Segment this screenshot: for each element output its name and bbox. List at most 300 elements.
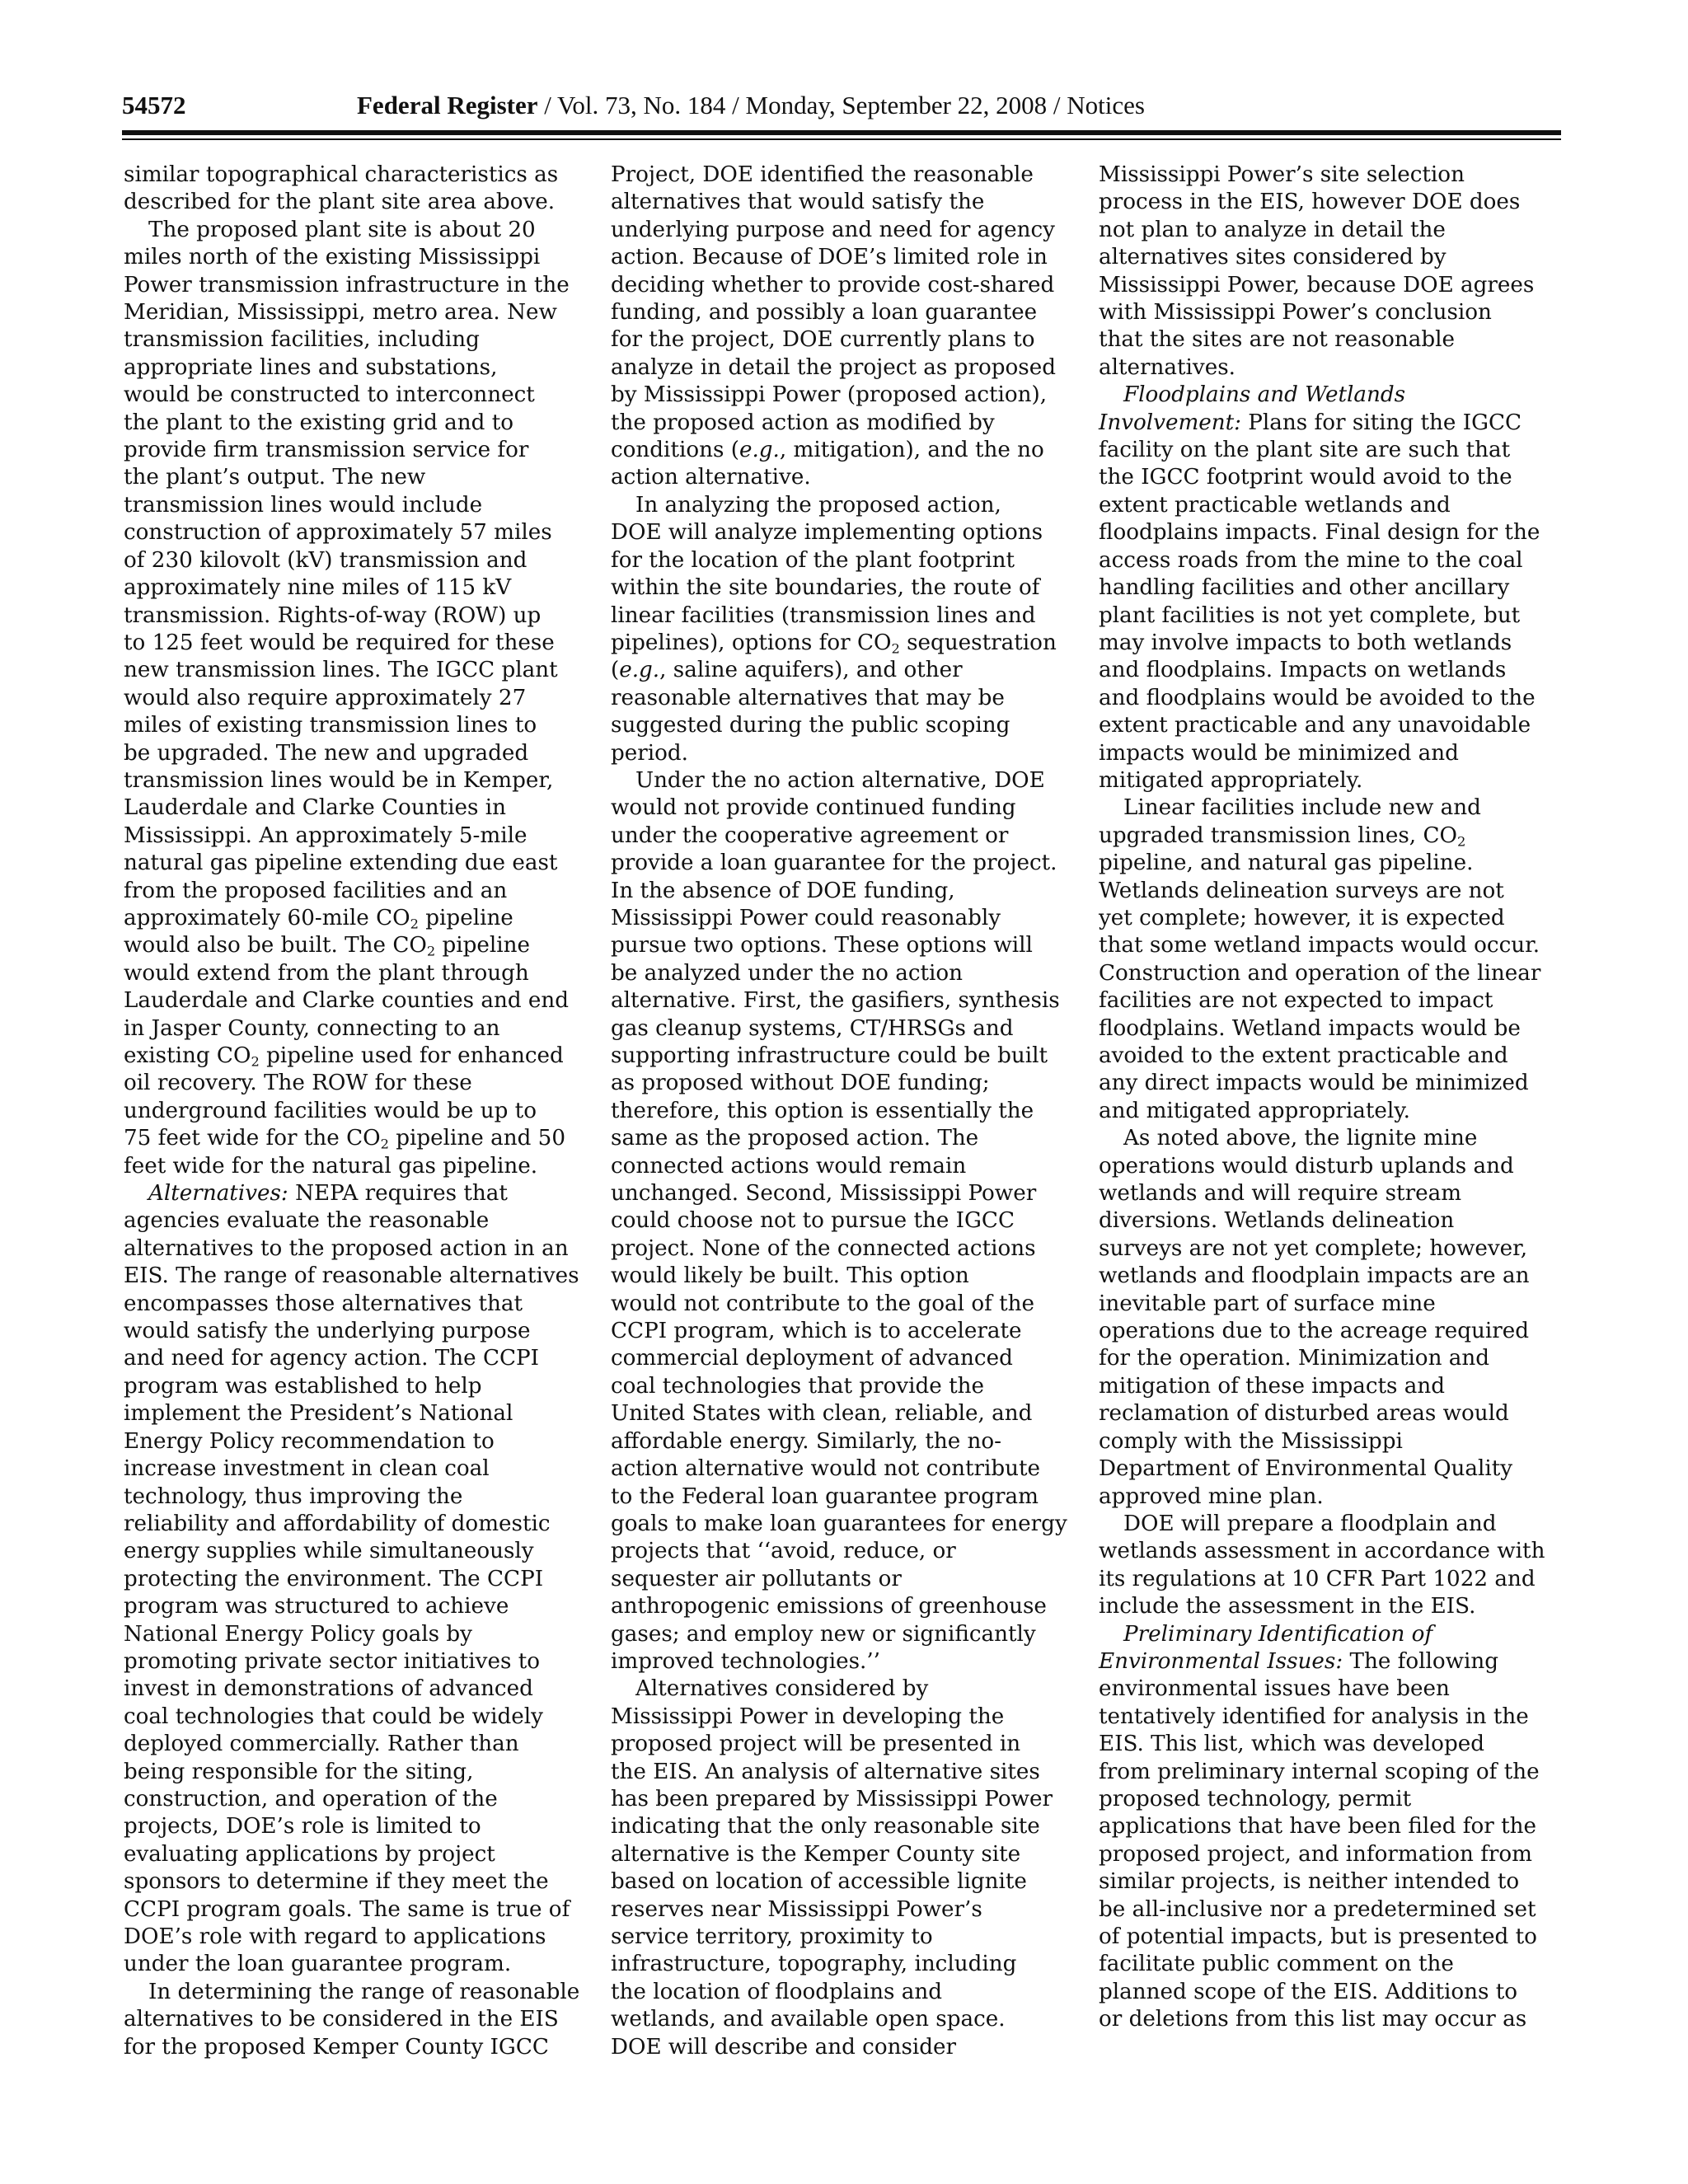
line-text: wetlands and floodplain impacts are an (1099, 1263, 1530, 1289)
line-text: pursue two options. These options will (611, 933, 1033, 958)
line-text: inevitable part of surface mine (1099, 1291, 1436, 1316)
text-line (124, 1868, 585, 1896)
text-line (1099, 354, 1560, 382)
line-text: NEPA requires that (288, 1181, 508, 1207)
text-line (1099, 960, 1560, 987)
line-text: Mississippi Power’s site selection (1099, 162, 1465, 187)
line-text: within the site boundaries, the route of (611, 575, 1040, 601)
text-line (124, 1207, 585, 1235)
line-text: and need for agency action. The CCPI (124, 1346, 539, 1371)
line-text: technology, thus improving the (124, 1483, 463, 1509)
text-line (124, 1979, 585, 2006)
line-text: the proposed action as modified by (611, 410, 995, 435)
text-line (124, 1593, 585, 1620)
text-line (1099, 1235, 1560, 1263)
text-line (611, 1070, 1072, 1097)
line-text: promoting private sector initiatives to (124, 1648, 541, 1674)
text-line (611, 1731, 1072, 1758)
line-text: floodplains. Wetland impacts would be (1099, 1015, 1521, 1041)
line-text: would likely be built. This option (611, 1263, 969, 1289)
text-line (611, 1483, 1072, 1511)
text-line (124, 1483, 585, 1511)
header-rule-thick (122, 130, 1561, 135)
line-text: would also require approximately 27 (124, 685, 527, 710)
text-line (1099, 905, 1560, 932)
text-line (124, 326, 585, 354)
line-text: sequester air pollutants or (611, 1566, 902, 1591)
text-line (611, 464, 1072, 491)
text-line (124, 1813, 585, 1840)
running-head (357, 91, 1145, 120)
line-text: natural gas pipeline extending due east (124, 851, 558, 876)
text-line (124, 960, 585, 987)
line-text: Plans for siting the IGCC (1240, 410, 1522, 435)
text-line (124, 1511, 585, 1538)
text-line (124, 519, 585, 546)
text-line (611, 2006, 1072, 2033)
text-line (1099, 272, 1560, 299)
text-line (611, 299, 1072, 326)
text-line (124, 602, 585, 630)
line-text: energy supplies while simultaneously (124, 1539, 534, 1564)
line-text: would extend from the plant through (124, 960, 529, 986)
line-text: linear facilities (transmission lines and (611, 602, 1036, 628)
line-text: In analyzing the proposed action, (635, 492, 1001, 518)
line-text: underlying purpose and need for agency (611, 217, 1055, 242)
text-line (1099, 1675, 1560, 1703)
text-line (611, 217, 1072, 244)
line-text: action alternative would not contribute (611, 1456, 1041, 1482)
line-text: coal technologies that provide the (611, 1373, 985, 1399)
text-line (124, 1098, 585, 1125)
line-text: existing CO (124, 1043, 251, 1068)
line-text: oil recovery. The ROW for these (124, 1071, 472, 1096)
line-text: Wetlands delineation surveys are not (1099, 878, 1504, 903)
text-line (611, 1098, 1072, 1125)
line-text: improved technologies.’’ (611, 1648, 881, 1674)
line-text: pipelines), options for CO (611, 630, 892, 655)
line-text: by Mississippi Power (proposed action), (611, 382, 1048, 408)
line-text: alternatives to the proposed action in an (124, 1235, 569, 1261)
italic-run: e.g. (619, 658, 660, 683)
text-line (1099, 987, 1560, 1015)
line-text-tail: pipeline and 50 (388, 1126, 565, 1151)
text-line (124, 1675, 585, 1703)
line-text: Lauderdale and Clarke Counties in (124, 795, 506, 821)
line-text: DOE will prepare a floodplain and (1123, 1511, 1497, 1536)
line-text: reliability and affordability of domestic (124, 1511, 551, 1536)
text-line (611, 574, 1072, 602)
line-text: mitigation of these impacts and (1099, 1373, 1446, 1399)
line-text: gases; and employ new or significantly (611, 1621, 1036, 1647)
text-line (611, 1951, 1072, 1978)
italic-run: e.g. (738, 438, 780, 463)
subscript: 2 (251, 1053, 260, 1070)
line-text: being responsible for the siting, (124, 1759, 474, 1784)
text-line (124, 244, 585, 271)
text-line (611, 1621, 1072, 1648)
text-line (611, 1566, 1072, 1593)
header-rule-thin (122, 138, 1561, 140)
text-line (1099, 1428, 1560, 1455)
text-line (611, 1868, 1072, 1896)
text-line (124, 162, 585, 189)
text-line (1099, 1951, 1560, 1978)
text-line (1099, 657, 1560, 684)
text-line (1099, 767, 1560, 794)
text-line (611, 657, 1072, 684)
text-line (611, 1511, 1072, 1538)
line-text: described for the plant site area above. (124, 190, 556, 215)
text-line (124, 932, 585, 959)
text-line (611, 794, 1072, 822)
text-line (124, 878, 585, 905)
text-line (1099, 1841, 1560, 1868)
line-text: agencies evaluate the reasonable (124, 1208, 490, 1234)
text-line (124, 1345, 585, 1372)
line-text: invest in demonstrations of advanced (124, 1676, 533, 1702)
line-text: projects, DOE’s role is limited to (124, 1814, 481, 1840)
line-text: same as the proposed action. The (611, 1126, 979, 1151)
text-line (611, 767, 1072, 794)
line-text: therefore, this option is essentially the (611, 1098, 1034, 1123)
line-text: unchanged. Second, Mississippi Power (611, 1181, 1037, 1207)
text-line (1099, 410, 1560, 437)
line-text: DOE’s role with regard to applications (124, 1924, 546, 1949)
line-text: connected actions would remain (611, 1153, 967, 1179)
line-text: would also be built. The CO (124, 933, 427, 958)
text-line (1099, 1153, 1560, 1180)
line-text: appropriate lines and substations, (124, 354, 498, 380)
text-line (611, 1015, 1072, 1043)
line-text: approximately 60-mile CO (124, 905, 410, 930)
line-text: transmission lines would include (124, 492, 483, 518)
text-line (611, 960, 1072, 987)
text-line (611, 2034, 1072, 2061)
line-text: feet wide for the natural gas pipeline. (124, 1153, 538, 1179)
text-line (611, 1841, 1072, 1868)
line-text: transmission facilities, including (124, 327, 480, 353)
line-text: proposed technology, permit (1099, 1786, 1412, 1811)
line-text: operations would disturb uplands and (1099, 1153, 1514, 1179)
text-line (124, 437, 585, 464)
line-text: commercial deployment of advanced (611, 1346, 1013, 1371)
line-text: Project, DOE identified the reasonable (611, 162, 1034, 187)
line-text: proposed project will be presented in (611, 1732, 1021, 1757)
line-text: provide firm transmission service for (124, 438, 529, 463)
line-text: infrastructure, topography, including (611, 1952, 1017, 1977)
line-text: include the assessment in the EIS. (1099, 1594, 1476, 1619)
line-text: the plant’s output. The new (124, 465, 426, 490)
line-text: construction, and operation of the (124, 1786, 498, 1811)
line-text: the plant to the existing grid and to (124, 410, 514, 435)
line-text: tentatively identified for analysis in the (1099, 1704, 1529, 1729)
text-line (124, 740, 585, 767)
text-line (611, 1675, 1072, 1703)
text-line (1099, 547, 1560, 574)
line-text: new transmission lines. The IGCC plant (124, 658, 558, 683)
line-text: indicating that the only reasonable site (611, 1814, 1040, 1840)
page-number: 54572 (122, 91, 186, 120)
text-line (1099, 1511, 1560, 1538)
line-text: be upgraded. The new and upgraded (124, 740, 529, 766)
text-line (1099, 1731, 1560, 1758)
text-line (1099, 382, 1560, 409)
line-text: alternatives to be considered in the EIS (124, 2007, 559, 2032)
text-line (124, 410, 585, 437)
line-text: coal technologies that could be widely (124, 1704, 543, 1729)
text-line (124, 1428, 585, 1455)
text-line (124, 685, 585, 712)
line-text: Mississippi Power, because DOE agrees (1099, 272, 1535, 298)
text-line (1099, 1098, 1560, 1125)
text-line (611, 1318, 1072, 1345)
line-text: environmental issues have been (1099, 1676, 1450, 1702)
text-line (1099, 574, 1560, 602)
line-text: upgraded transmission lines, CO (1099, 823, 1457, 848)
line-text: Energy Policy recommendation to (124, 1428, 495, 1454)
line-text: wetlands assessment in accordance with (1099, 1539, 1545, 1564)
text-line (611, 162, 1072, 189)
text-line (611, 905, 1072, 932)
line-text: for the operation. Minimization and (1099, 1346, 1489, 1371)
text-line (1099, 189, 1560, 216)
line-text: diversions. Wetlands delineation (1099, 1208, 1455, 1234)
line-text: In the absence of DOE funding, (611, 878, 955, 903)
text-line (124, 217, 585, 244)
line-text-tail: , mitigation), and the no (779, 438, 1044, 463)
text-line (611, 712, 1072, 739)
text-line (1099, 1621, 1560, 1648)
line-text: program was structured to achieve (124, 1594, 509, 1619)
line-text: Linear facilities include new and (1123, 795, 1481, 821)
subscript: 2 (426, 943, 436, 959)
line-text: has been prepared by Mississippi Power (611, 1786, 1053, 1811)
line-text: funding, and possibly a loan guarantee (611, 300, 1038, 326)
text-line (124, 1704, 585, 1731)
line-text: implement the President’s National (124, 1401, 513, 1427)
text-line (1099, 1263, 1560, 1290)
text-line (124, 299, 585, 326)
line-text: alternatives sites considered by (1099, 245, 1447, 270)
text-line (611, 189, 1072, 216)
text-line (124, 492, 585, 519)
line-text: would satisfy the underlying purpose (124, 1319, 531, 1344)
line-text: to 125 feet would be required for these (124, 630, 555, 655)
text-line (611, 685, 1072, 712)
text-line (611, 1291, 1072, 1318)
line-text: process in the EIS, however DOE does (1099, 190, 1521, 215)
line-text: action. Because of DOE’s limited role in (611, 245, 1048, 270)
text-line (1099, 1400, 1560, 1427)
text-line (124, 1070, 585, 1097)
line-text: Department of Environmental Quality (1099, 1456, 1513, 1482)
text-line (611, 1455, 1072, 1483)
text-line (124, 1951, 585, 1978)
text-line (611, 1786, 1072, 1813)
line-text: Alternatives considered by (635, 1676, 929, 1702)
text-line (124, 1924, 585, 1951)
line-text: supporting infrastructure could be built (611, 1043, 1048, 1068)
line-text: construction of approximately 57 miles (124, 520, 552, 546)
line-text: would be constructed to interconnect (124, 382, 535, 408)
line-text: or deletions from this list may occur as (1099, 2007, 1527, 2032)
line-text: suggested during the public scoping (611, 713, 1010, 738)
text-line (611, 1125, 1072, 1152)
text-line (1099, 464, 1560, 491)
text-line (611, 740, 1072, 767)
text-line (1099, 1015, 1560, 1043)
text-line (124, 987, 585, 1015)
text-line (1099, 1979, 1560, 2006)
line-text: approximately nine miles of 115 kV (124, 575, 512, 601)
line-text: Under the no action alternative, DOE (635, 767, 1045, 793)
line-text: pipeline, and natural gas pipeline. (1099, 851, 1474, 876)
line-text: CCPI program, which is to accelerate (611, 1319, 1022, 1344)
text-line (124, 1896, 585, 1924)
line-text: would not provide continued funding (611, 795, 1016, 821)
line-text: Lauderdale and Clarke counties and end (124, 988, 570, 1014)
text-line (1099, 1180, 1560, 1207)
text-line (124, 574, 585, 602)
text-line (124, 850, 585, 877)
text-line (1099, 932, 1560, 959)
text-line (1099, 630, 1560, 657)
text-line (1099, 492, 1560, 519)
text-line (1099, 1373, 1560, 1400)
text-line (611, 1979, 1072, 2006)
line-text: proposed project, and information from (1099, 1841, 1533, 1867)
issue-info: / Vol. 73, No. 184 / Monday, September 22, 2008 / Notices (537, 91, 1145, 120)
line-text: any direct impacts would be minimized (1099, 1071, 1529, 1096)
line-text: gas cleanup systems, CT/HRSGs and (611, 1015, 1014, 1041)
text-line (124, 1400, 585, 1427)
line-text: transmission. Rights-of-way (ROW) up (124, 602, 542, 628)
text-line (1099, 740, 1560, 767)
line-text: Construction and operation of the linear (1099, 960, 1541, 986)
line-text: Meridian, Mississippi, metro area. New (124, 300, 557, 326)
line-text: The proposed plant site is about 20 (148, 217, 536, 242)
line-text: mitigated appropriately. (1099, 767, 1363, 793)
text-line (611, 1896, 1072, 1924)
line-text: Preliminary Identification of (1123, 1621, 1433, 1647)
text-line (124, 823, 585, 850)
text-line (1099, 1924, 1560, 1951)
text-line (611, 492, 1072, 519)
text-line (124, 1759, 585, 1786)
text-line (1099, 1207, 1560, 1235)
text-column-2 (611, 162, 1072, 2061)
text-line (124, 1786, 585, 1813)
text-column-1 (124, 162, 585, 2061)
line-text: for the proposed Kemper County IGCC (124, 2034, 549, 2060)
text-line (124, 657, 585, 684)
line-text: could choose not to pursue the IGCC (611, 1208, 1015, 1234)
text-line (611, 932, 1072, 959)
text-column-3 (1099, 162, 1560, 2034)
line-text: that the sites are not reasonable (1099, 327, 1456, 353)
line-text: impacts would be minimized and (1099, 740, 1459, 766)
text-line (124, 354, 585, 382)
line-text: EIS. The range of reasonable alternatives (124, 1263, 579, 1289)
line-text: and floodplains. Impacts on wetlands (1099, 658, 1507, 683)
text-line (124, 1538, 585, 1565)
line-text: underground facilities would be up to (124, 1098, 537, 1123)
line-text: approved mine plan. (1099, 1483, 1324, 1509)
text-line (611, 437, 1072, 464)
text-line (611, 1043, 1072, 1070)
line-text: alternative is the Kemper County site (611, 1841, 1021, 1867)
text-line (611, 630, 1072, 657)
text-line (611, 1538, 1072, 1565)
text-line (611, 1704, 1072, 1731)
line-text: similar topographical characteristics as (124, 162, 559, 187)
line-text: in Jasper County, connecting to an (124, 1015, 500, 1041)
text-line (611, 1593, 1072, 1620)
text-line (1099, 1345, 1560, 1372)
text-line (1099, 1538, 1560, 1565)
line-text: extent practicable wetlands and (1099, 492, 1451, 518)
text-line (124, 767, 585, 794)
line-text: alternative. First, the gasifiers, synthesis (611, 988, 1060, 1014)
text-line (1099, 794, 1560, 822)
line-text: from preliminary internal scoping of the (1099, 1759, 1540, 1784)
text-line (611, 1648, 1072, 1675)
text-line (124, 794, 585, 822)
line-text: wetlands and will require stream (1099, 1181, 1462, 1207)
line-text: In determining the range of reasonable (148, 1979, 580, 2004)
line-text-tail: , saline aquifers), and other (659, 658, 963, 683)
text-line (124, 2034, 585, 2061)
text-line (611, 244, 1072, 271)
text-line (124, 1043, 585, 1070)
text-line (1099, 162, 1560, 189)
text-line (1099, 823, 1560, 850)
line-text: access roads from the mine to the coal (1099, 547, 1523, 573)
text-line (1099, 299, 1560, 326)
text-line (1099, 2006, 1560, 2033)
line-text: Power transmission infrastructure in the (124, 272, 570, 298)
text-line (611, 1373, 1072, 1400)
line-text: applications that have been filed for the (1099, 1814, 1536, 1840)
text-line (124, 1015, 585, 1043)
line-text: to the Federal loan guarantee program (611, 1483, 1039, 1509)
line-text: DOE will analyze implementing options (611, 520, 1043, 546)
line-text: its regulations at 10 CFR Part 1022 and (1099, 1566, 1536, 1591)
text-line (1099, 244, 1560, 271)
line-text: facilitate public comment on the (1099, 1952, 1454, 1977)
line-text: EIS. This list, which was developed (1099, 1732, 1484, 1757)
line-text: for the project, DOE currently plans to (611, 327, 1035, 353)
line-text: and mitigated appropriately. (1099, 1098, 1410, 1123)
text-line (124, 1125, 585, 1152)
text-line (1099, 1455, 1560, 1483)
line-text: service territory, proximity to (611, 1924, 933, 1949)
text-line (124, 1566, 585, 1593)
text-line (1099, 1896, 1560, 1924)
line-text: increase investment in clean coal (124, 1456, 490, 1482)
line-text: similar projects, is neither intended to (1099, 1869, 1520, 1895)
line-text: may involve impacts to both wetlands (1099, 630, 1512, 655)
text-line (124, 1235, 585, 1263)
text-line (124, 1731, 585, 1758)
text-line (611, 410, 1072, 437)
italic-run: Alternatives: (148, 1181, 288, 1207)
line-text: The following (1343, 1648, 1499, 1674)
text-line (1099, 850, 1560, 877)
text-line (1099, 437, 1560, 464)
text-line (611, 354, 1072, 382)
